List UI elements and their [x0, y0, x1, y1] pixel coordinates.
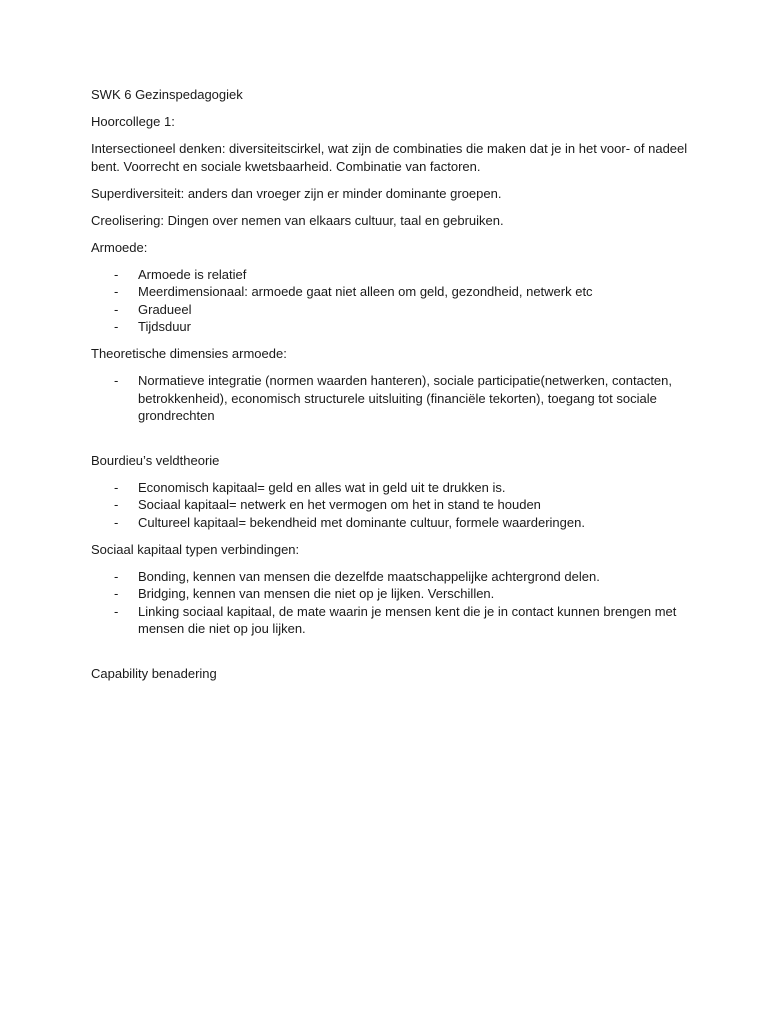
list-item-text: Gradueel — [138, 301, 192, 317]
list-item-text: Armoede is relatief — [138, 266, 247, 282]
list-dash: - — [114, 586, 119, 601]
list-item — [91, 585, 691, 603]
list-item — [91, 301, 691, 319]
list-item-text: Economisch kapitaal= geld en alles wat in geld uit te drukken is. — [138, 479, 506, 495]
list-item-text: Bonding, kennen van mensen die dezelfde maatschappelijke achtergrond delen. — [138, 568, 600, 584]
verbindingen-list — [91, 568, 691, 638]
list-item-text: Tijdsduur — [138, 319, 191, 334]
list-item — [91, 479, 691, 497]
list-item-text: Cultureel kapitaal= bekendheid met dominante cultuur, formele waarderingen. — [138, 514, 585, 530]
list-item — [91, 496, 691, 514]
verbindingen-heading: Sociaal kapitaal typen verbindingen: — [91, 541, 300, 557]
capability-heading: Capability benadering — [91, 665, 217, 681]
creolisering-paragraph: Creolisering: Dingen over nemen van elkaars cultuur, taal en gebruiken. — [91, 212, 504, 228]
theoretische-list — [91, 372, 691, 425]
list-dash: - — [114, 284, 119, 299]
list-item — [91, 283, 691, 301]
blank-line — [91, 434, 691, 452]
list-item — [91, 372, 691, 425]
list-dash: - — [114, 479, 119, 495]
bourdieu-heading: Bourdieu’s veldtheorie — [91, 452, 220, 468]
list-item — [91, 603, 691, 638]
armoede-heading: Armoede: — [91, 239, 148, 255]
list-dash: - — [114, 514, 119, 530]
lecture-heading: Hoorcollege 1: — [91, 114, 175, 129]
list-dash: - — [114, 603, 119, 619]
list-dash: - — [114, 568, 119, 584]
list-item-text: Bridging, kennen van mensen die niet op je lijken. Verschillen. — [138, 586, 495, 601]
list-item-text: Normatieve integratie (normen waarden hanteren), sociale participatie(netwerken, contacten, betrokkenheid), economisch structurele uitsluiting (financiële tekorten), toegang tot sociale grondrechten — [138, 373, 673, 423]
bourdieu-list — [91, 479, 691, 532]
armoede-list — [91, 266, 691, 336]
list-dash: - — [114, 301, 119, 317]
list-item — [91, 318, 691, 336]
list-item — [91, 514, 691, 532]
list-dash: - — [114, 319, 119, 334]
list-item — [91, 568, 691, 586]
list-item-text: Meerdimensionaal: armoede gaat niet alleen om geld, gezondheid, netwerk etc — [138, 284, 593, 299]
document-page — [91, 86, 691, 692]
list-dash: - — [114, 266, 119, 282]
list-dash: - — [114, 373, 119, 388]
blank-line — [91, 647, 691, 665]
list-item-text: Sociaal kapitaal= netwerk en het vermogen om het in stand te houden — [138, 497, 541, 512]
list-dash: - — [114, 497, 119, 512]
list-item — [91, 266, 691, 284]
intersectioneel-paragraph: Intersectioneel denken: diversiteitscirkel, wat zijn de combinaties die maken dat je in het voor- of nadeel bent. Voorrecht en sociale kwetsbaarheid. Combinatie van factoren. — [91, 141, 688, 174]
superdiversiteit-paragraph: Superdiversiteit: anders dan vroeger zijn er minder dominante groepen. — [91, 185, 502, 201]
list-item-text: Linking sociaal kapitaal, de mate waarin je mensen kent die je in contact kunnen brengen met mensen die niet op jou lijken. — [138, 603, 677, 636]
document-title: SWK 6 Gezinspedagogiek — [91, 87, 243, 102]
theoretische-heading: Theoretische dimensies armoede: — [91, 346, 287, 361]
